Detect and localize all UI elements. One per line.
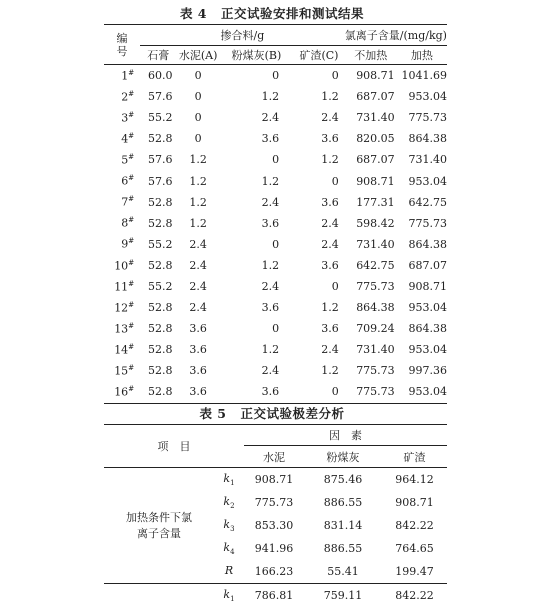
cell-cement: 941.96 (244, 537, 304, 560)
cell-slag: 842.22 (382, 584, 447, 607)
table4-header-noheat: 不加热 (345, 46, 397, 65)
cell-noheat: 775.73 (345, 360, 397, 381)
row-number: 5# (104, 149, 140, 170)
cell-noheat: 775.73 (345, 276, 397, 297)
table5-caption-number: 表 5 (199, 406, 226, 421)
cell-cement: 3.6 (177, 381, 220, 403)
cell-noheat: 709.24 (345, 318, 397, 339)
cell-slag: 2.4 (293, 339, 345, 360)
table5-next-group-label (104, 584, 214, 607)
table-row (104, 360, 447, 381)
cell-slag: 199.47 (382, 560, 447, 584)
cell-cement: 0 (177, 65, 220, 87)
cell-flyash: 0 (220, 318, 293, 339)
cell-heat: 953.04 (397, 86, 447, 107)
cell-flyash: 1.2 (220, 86, 293, 107)
cell-flyash: 3.6 (220, 213, 293, 234)
cell-slag: 908.71 (382, 491, 447, 514)
cell-flyash: 886.55 (304, 491, 382, 514)
cell-heat: 953.04 (397, 381, 447, 403)
cell-flyash: 759.11 (304, 584, 382, 607)
table-row (104, 276, 447, 297)
row-number: 6# (104, 170, 140, 191)
table4-header-slag: 矿渣(C) (293, 46, 345, 65)
table-row (104, 128, 447, 149)
table-row (104, 339, 447, 360)
cell-slag: 764.65 (382, 537, 447, 560)
cell-slag: 0 (293, 65, 345, 87)
cell-noheat: 908.71 (345, 65, 397, 87)
cell-heat: 731.40 (397, 149, 447, 170)
cell-cement: 2.4 (177, 297, 220, 318)
cell-cement: 0 (177, 86, 220, 107)
table4-header-chloride: 氯离子含量/(mg/kg) (345, 25, 447, 46)
cell-flyash: 0 (220, 149, 293, 170)
table-row (104, 107, 447, 128)
table5-header-item: 项 目 (104, 425, 244, 468)
cell-gypsum: 52.8 (140, 318, 176, 339)
cell-stat: $k_2$ (214, 491, 244, 514)
table-row (104, 297, 447, 318)
row-number: 1# (104, 65, 140, 87)
cell-gypsum: 52.8 (140, 255, 176, 276)
table-row (104, 192, 447, 213)
table5-header-cement: 水泥 (244, 446, 304, 468)
cell-flyash: 1.2 (220, 339, 293, 360)
cell-stat: R (214, 560, 244, 584)
cell-heat: 864.38 (397, 128, 447, 149)
table4-caption (0, 4, 544, 22)
cell-slag: 3.6 (293, 128, 345, 149)
cell-gypsum: 55.2 (140, 276, 176, 297)
cell-cement: 1.2 (177, 149, 220, 170)
cell-heat: 864.38 (397, 318, 447, 339)
cell-slag: 3.6 (293, 192, 345, 213)
cell-noheat: 731.40 (345, 339, 397, 360)
table4-header-gypsum: 石膏 (140, 46, 176, 65)
cell-slag: 3.6 (293, 318, 345, 339)
cell-cement: 908.71 (244, 468, 304, 492)
cell-cement: 0 (177, 128, 220, 149)
cell-stat: $k_1$ (214, 584, 244, 607)
cell-noheat: 775.73 (345, 381, 397, 403)
cell-slag: 2.4 (293, 234, 345, 255)
table-row (104, 149, 447, 170)
table-row (104, 234, 447, 255)
row-number: 14# (104, 339, 140, 360)
row-number: 8# (104, 213, 140, 234)
table5-caption-title: 正交试验极差分析 (241, 406, 345, 421)
cell-cement: 775.73 (244, 491, 304, 514)
cell-cement: 0 (177, 107, 220, 128)
cell-cement: 3.6 (177, 360, 220, 381)
cell-heat: 1041.69 (397, 65, 447, 87)
cell-slag: 0 (293, 276, 345, 297)
row-number: 2# (104, 86, 140, 107)
cell-cement: 853.30 (244, 514, 304, 537)
row-number: 15# (104, 360, 140, 381)
table4 (104, 24, 447, 404)
cell-gypsum: 57.6 (140, 149, 176, 170)
cell-cement: 3.6 (177, 318, 220, 339)
cell-cement: 166.23 (244, 560, 304, 584)
cell-noheat: 731.40 (345, 234, 397, 255)
cell-flyash: 875.46 (304, 468, 382, 492)
cell-noheat: 687.07 (345, 86, 397, 107)
cell-slag: 1.2 (293, 360, 345, 381)
row-number: 9# (104, 234, 140, 255)
table4-body (104, 65, 447, 404)
cell-flyash: 3.6 (220, 381, 293, 403)
cell-slag: 842.22 (382, 514, 447, 537)
cell-noheat: 864.38 (345, 297, 397, 318)
cell-noheat: 687.07 (345, 149, 397, 170)
cell-gypsum: 57.6 (140, 86, 176, 107)
table5-body (104, 468, 447, 607)
cell-slag: 2.4 (293, 107, 345, 128)
row-number: 13# (104, 318, 140, 339)
cell-cement: 786.81 (244, 584, 304, 607)
cell-cement: 3.6 (177, 339, 220, 360)
table5-header-slag: 矿渣 (382, 446, 447, 468)
table-row (104, 381, 447, 403)
cell-flyash: 3.6 (220, 128, 293, 149)
row-number: 10# (104, 255, 140, 276)
table5-group-label: 加热条件下氯离子含量 (104, 468, 214, 584)
cell-stat: $k_1$ (214, 468, 244, 492)
cell-gypsum: 52.8 (140, 213, 176, 234)
cell-slag: 1.2 (293, 86, 345, 107)
table4-caption-title: 正交试验安排和测试结果 (221, 6, 364, 21)
cell-gypsum: 60.0 (140, 65, 176, 87)
cell-heat: 953.04 (397, 170, 447, 191)
table4-header-mix: 掺合料/g (140, 25, 345, 46)
cell-cement: 1.2 (177, 213, 220, 234)
table4-header-cement: 水泥(A) (177, 46, 220, 65)
cell-flyash: 55.41 (304, 560, 382, 584)
cell-heat: 775.73 (397, 107, 447, 128)
cell-gypsum: 52.8 (140, 381, 176, 403)
cell-heat: 864.38 (397, 234, 447, 255)
cell-stat: $k_4$ (214, 537, 244, 560)
row-number: 7# (104, 192, 140, 213)
cell-flyash: 3.6 (220, 297, 293, 318)
cell-noheat: 598.42 (345, 213, 397, 234)
cell-gypsum: 52.8 (140, 192, 176, 213)
cell-gypsum: 57.6 (140, 170, 176, 191)
cell-gypsum: 55.2 (140, 234, 176, 255)
table4-header-heat: 加热 (397, 46, 447, 65)
cell-flyash: 1.2 (220, 170, 293, 191)
cell-noheat: 820.05 (345, 128, 397, 149)
cell-gypsum: 52.8 (140, 297, 176, 318)
table5-caption (0, 404, 544, 422)
cell-heat: 775.73 (397, 213, 447, 234)
cell-heat: 953.04 (397, 297, 447, 318)
cell-cement: 1.2 (177, 170, 220, 191)
cell-slag: 2.4 (293, 213, 345, 234)
cell-gypsum: 52.8 (140, 128, 176, 149)
cell-flyash: 831.14 (304, 514, 382, 537)
row-number: 16# (104, 381, 140, 403)
cell-flyash: 2.4 (220, 107, 293, 128)
table4-header-no: 编号 (104, 25, 140, 65)
cell-flyash: 1.2 (220, 255, 293, 276)
cell-cement: 1.2 (177, 192, 220, 213)
cell-noheat: 908.71 (345, 170, 397, 191)
cell-flyash: 0 (220, 234, 293, 255)
table-row (104, 213, 447, 234)
cell-heat: 642.75 (397, 192, 447, 213)
table4-header-flyash: 粉煤灰(B) (220, 46, 293, 65)
cell-slag: 964.12 (382, 468, 447, 492)
table5-header-flyash: 粉煤灰 (304, 446, 382, 468)
cell-heat: 953.04 (397, 339, 447, 360)
cell-cement: 2.4 (177, 234, 220, 255)
table-row (104, 468, 447, 492)
cell-flyash: 2.4 (220, 276, 293, 297)
cell-slag: 1.2 (293, 297, 345, 318)
cell-cement: 2.4 (177, 255, 220, 276)
row-number: 11# (104, 276, 140, 297)
cell-gypsum: 52.8 (140, 339, 176, 360)
cell-heat: 908.71 (397, 276, 447, 297)
cell-noheat: 177.31 (345, 192, 397, 213)
table-row (104, 318, 447, 339)
cell-gypsum: 55.2 (140, 107, 176, 128)
cell-slag: 0 (293, 381, 345, 403)
cell-heat: 997.36 (397, 360, 447, 381)
table4-caption-number: 表 4 (180, 6, 207, 21)
row-number: 12# (104, 297, 140, 318)
table-row (104, 584, 447, 607)
cell-slag: 0 (293, 170, 345, 191)
cell-cement: 2.4 (177, 276, 220, 297)
cell-noheat: 731.40 (345, 107, 397, 128)
table-row (104, 170, 447, 191)
cell-noheat: 642.75 (345, 255, 397, 276)
row-number: 3# (104, 107, 140, 128)
table-row (104, 65, 447, 87)
row-number: 4# (104, 128, 140, 149)
table-row (104, 255, 447, 276)
cell-flyash: 0 (220, 65, 293, 87)
cell-slag: 1.2 (293, 149, 345, 170)
cell-heat: 687.07 (397, 255, 447, 276)
cell-stat: $k_3$ (214, 514, 244, 537)
table5-header-factor: 因 素 (244, 425, 447, 446)
cell-flyash: 2.4 (220, 360, 293, 381)
cell-flyash: 886.55 (304, 537, 382, 560)
cell-slag: 3.6 (293, 255, 345, 276)
table-row (104, 86, 447, 107)
cell-flyash: 2.4 (220, 192, 293, 213)
cell-gypsum: 52.8 (140, 360, 176, 381)
table5 (104, 424, 447, 607)
